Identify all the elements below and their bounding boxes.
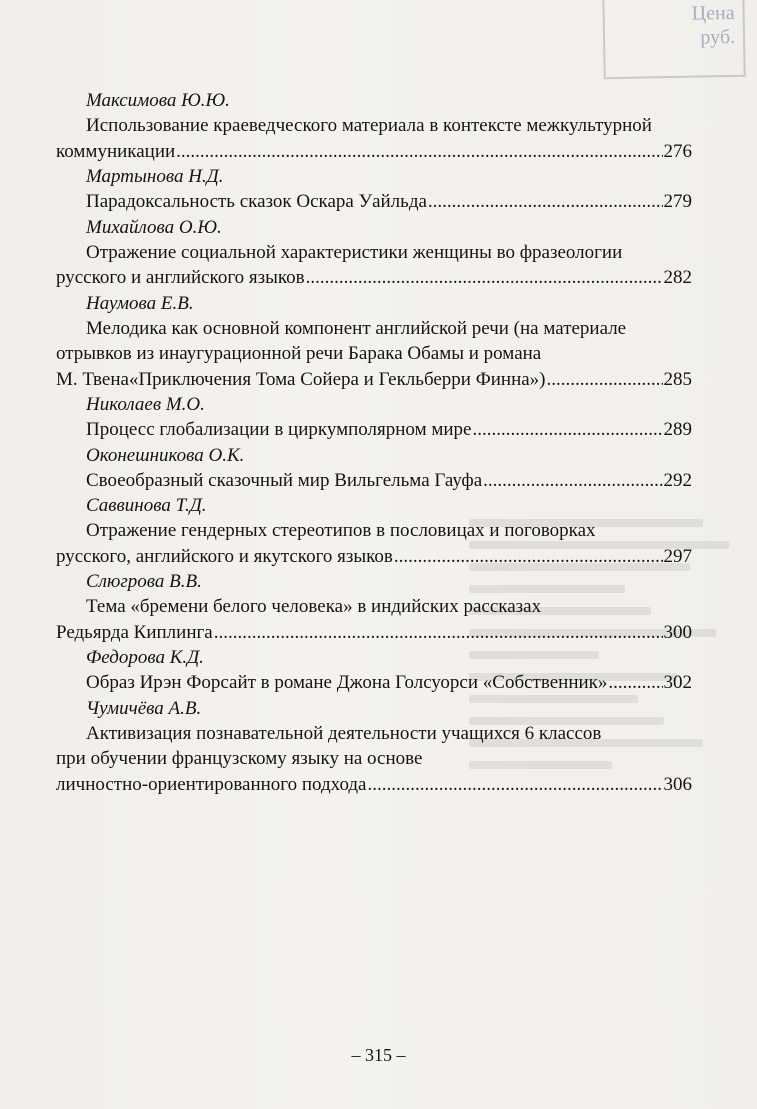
entry-title-last-line — [56, 189, 692, 215]
toc-entry — [56, 569, 692, 645]
entry-title-text: русского, английского и якутского языков — [56, 545, 393, 567]
entry-author: Чумичёва А.В. — [86, 697, 202, 719]
entry-page-number: 279 — [663, 191, 692, 212]
entry-author: Саввинова Т.Д. — [86, 495, 207, 516]
entry-title-text: М. Твена«Приключения Тома Сойера и Гекльберри Финна») — [56, 368, 546, 390]
entry-page-number: 289 — [663, 419, 692, 440]
toc-entry — [56, 88, 692, 164]
entry-author: Михайлова О.Ю. — [86, 216, 222, 238]
price-stamp — [602, 0, 745, 79]
entry-author: Слюгрова В.В. — [86, 571, 202, 592]
entry-title-text: Процесс глобализации в циркумполярном мире — [86, 419, 472, 440]
entry-page-number: 285 — [663, 368, 692, 390]
entry-author: Максимова Ю.Ю. — [86, 90, 230, 111]
entry-title-text: Своеобразный сказочный мир Вильгельма Гауфа — [86, 469, 483, 491]
entry-title-text: личностно-ориентированного подхода — [56, 773, 367, 795]
dot-leader — [214, 620, 663, 646]
table-of-contents — [56, 88, 692, 797]
entry-title-line: Тема «бремени белого человека» в индийских рассказах — [86, 596, 542, 617]
toc-entry — [56, 164, 692, 215]
entry-author: Николаев М.О. — [86, 394, 205, 415]
toc-entry — [56, 392, 692, 443]
entry-page-number: 306 — [663, 773, 692, 795]
toc-entry — [56, 291, 692, 393]
toc-entry — [56, 493, 692, 569]
dot-leader — [176, 139, 662, 165]
entry-title-last-line — [56, 772, 692, 798]
dot-leader — [368, 772, 663, 798]
entry-page-number: 276 — [663, 140, 692, 162]
entry-page-number: 282 — [663, 267, 692, 288]
entry-title-last-line — [56, 139, 692, 165]
entry-title-text: Образ Ирэн Форсайт в романе Джона Голсуорси «Собственник» — [86, 672, 608, 693]
entry-title-last-line — [56, 265, 692, 291]
page-number: – 315 – — [351, 1045, 406, 1065]
entry-title-text: коммуникации — [56, 140, 176, 162]
entry-page-number: 297 — [663, 545, 692, 567]
entry-author: Федорова К.Д. — [86, 647, 204, 668]
dot-leader — [472, 417, 662, 443]
entry-author: Наумова Е.В. — [86, 292, 194, 314]
entry-title-text: Парадоксальность сказок Оскара Уайльда — [86, 191, 427, 212]
entry-page-number: 300 — [663, 621, 692, 643]
stamp-line: руб. — [700, 25, 736, 49]
toc-entry — [56, 443, 692, 494]
dot-leader — [608, 670, 662, 696]
entry-title-last-line — [56, 544, 692, 570]
entry-author: Мартынова Н.Д. — [86, 166, 224, 187]
entry-title-last-line — [56, 367, 692, 393]
toc-entry — [56, 645, 692, 696]
dot-leader — [547, 367, 663, 393]
entry-title-line: отрывков из инаугурационной речи Барака Обамы и романа — [56, 343, 542, 364]
entry-author: Оконешникова О.К. — [86, 444, 245, 466]
dot-leader — [306, 265, 663, 291]
entry-title-line: Отражение гендерных стереотипов в пословицах и поговорках — [86, 520, 596, 541]
entry-title-text: русского и английского языков — [56, 267, 305, 288]
entry-title-last-line — [56, 417, 692, 443]
dot-leader — [428, 189, 663, 215]
entry-page-number: 302 — [663, 672, 692, 693]
dot-leader — [394, 544, 663, 570]
entry-page-number: 292 — [663, 469, 692, 491]
entry-title-text: Редьярда Киплинга — [56, 621, 213, 643]
entry-title-line: Использование краеведческого материала в контексте межкультурной — [86, 115, 652, 136]
toc-entry — [56, 215, 692, 291]
stamp-line: Цена — [691, 1, 735, 25]
toc-entry — [56, 696, 692, 798]
entry-title-last-line — [56, 468, 692, 494]
dot-leader — [483, 468, 662, 494]
entry-title-line: Активизация познавательной деятельности учащихся 6 классов — [86, 722, 602, 744]
entry-title-last-line — [56, 620, 692, 646]
entry-title-line: Мелодика как основной компонент английской речи (на материале — [86, 317, 627, 339]
entry-title-line: Отражение социальной характеристики женщины во фразеологии — [86, 241, 623, 263]
entry-title-line: при обучении французскому языку на основе — [56, 748, 423, 769]
entry-title-last-line — [56, 670, 692, 696]
